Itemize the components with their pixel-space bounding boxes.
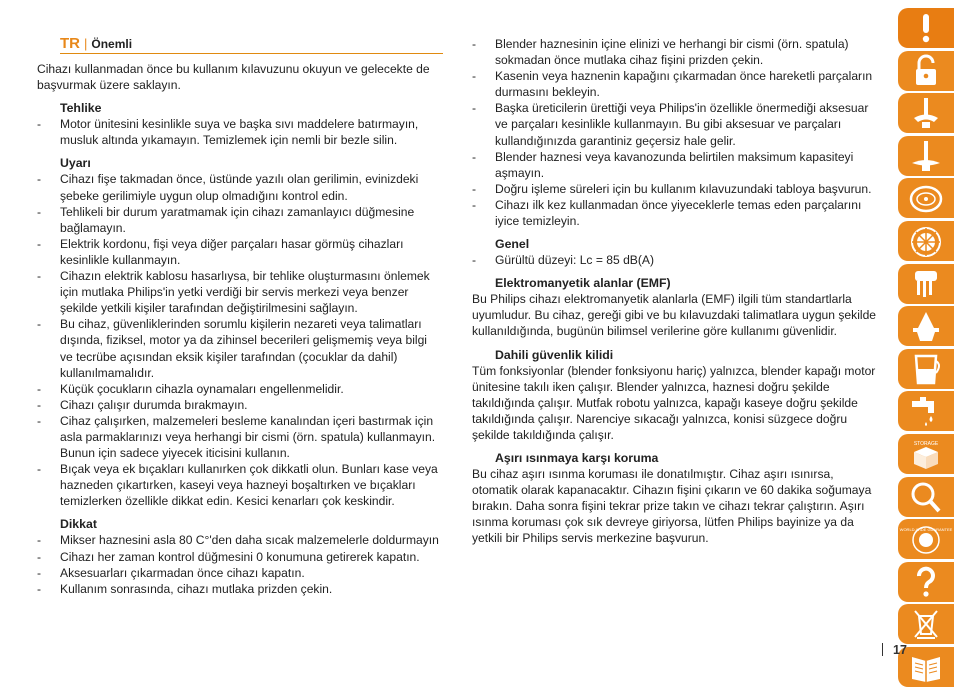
tab-guarantee[interactable] (898, 519, 954, 559)
bullet-list (37, 532, 443, 596)
tab-environment[interactable] (898, 604, 954, 644)
right-warning-list (472, 36, 882, 229)
guarantee-label: WORLD-WIDE GUARANTEE (899, 527, 953, 533)
list-item: - Mikser haznesini asla 80 C°'den daha sıcak malzemelerle doldurmayın (37, 532, 443, 548)
bullet-list (37, 171, 443, 509)
tab-cleaning[interactable] (898, 391, 954, 431)
storage-label: STORAGE (913, 440, 939, 447)
tab-storage[interactable] (898, 434, 954, 474)
list-item: - Cihazı fişe takmadan önce, üstünde yazılı olan gerilimin, evinizdeki şebeke gerilimiyle uygun olup olmadığını kontrol edin. (37, 171, 443, 203)
section-heading: Dikkat (60, 517, 97, 532)
page-number: 17 (882, 643, 907, 657)
chopping-blade-icon (908, 140, 944, 172)
measuring-cup-icon (908, 353, 944, 385)
tab-safety-lock[interactable] (898, 51, 954, 91)
list-item: - Tehlikeli bir durum yaratmamak için cihazı zamanlayıcı düğmesine bağlamayın. (37, 204, 443, 236)
storage-box-icon (908, 438, 944, 470)
list-item: - Kasenin veya haznenin kapağını çıkarmadan önce hareketli parçaların durmasını bekleyin. (472, 68, 882, 100)
overheat-text: Bu cihaz aşırı ısınma koruması ile donatılmıştır. Cihaz aşırı ısınırsa, otomatik olarak kapanacaktır. Cihazın fişini çıkarın ve 60 dakika soğumaya bırakın. Daha sonra fişini tekrar prize takın ve cihazı tekrar çalıştırın. Aşırı ısınma koruması çok sık devreye giriyorsa, lütfen Philips bayinize ya da yetkili bir Philips servis merkezine başvurun. (472, 466, 872, 546)
genel-list (472, 252, 882, 268)
list-item: - Blender haznesi veya kavanozunda belirtilen maksimum kapasiteyi aşmayın. (472, 149, 882, 181)
tab-slicing[interactable] (898, 178, 954, 218)
list-item: - Gürültü düzeyi: Lc = 85 dB(A) (472, 252, 882, 268)
list-item: - Doğru işleme süreleri için bu kullanım kılavuzundaki tabloya başvurun. (472, 181, 882, 197)
right-column (472, 36, 882, 546)
page-title: Önemli (91, 37, 133, 51)
list-item: - Kullanım sonrasında, cihazı mutlaka prizden çekin. (37, 581, 443, 597)
list-item: - Aksesuarları çıkarmadan önce cihazı kapatın. (37, 565, 443, 581)
list-item: - Blender haznesinin içine elinizi ve herhangi bir cismi (örn. spatula) sokmadan önce mutlaka cihaz fişini prizden çekin. (472, 36, 882, 68)
left-sections (37, 100, 443, 597)
overheat-heading: Aşırı ısınmaya karşı koruma (495, 450, 659, 465)
list-item: - Cihazı çalışır durumda bırakmayın. (37, 397, 443, 413)
header-separator: | (84, 36, 88, 51)
manual-book-icon (908, 651, 944, 683)
exclamation-icon (908, 12, 944, 44)
water-tap-icon (908, 395, 944, 427)
section-header (60, 36, 443, 54)
safety-lock-text: Tüm fonksiyonlar (blender fonksiyonu hariç) yalnızca, blender kapağı motor ünitesine takılı iken çalışır. Blender yalnızca, haznesi doğru şekilde takıldığında çalışır. Mutfak robotu yalnızca, kapağı kaseye doğru şekilde takıldığında çalışır. Narenciye sıkacağı yalnızca, konisi süzgece doğru şekilde takıldığında çalışır. (472, 363, 876, 442)
tab-troubleshooting-search[interactable] (898, 477, 954, 517)
bullet-list (37, 116, 443, 148)
list-item: - Bıçak veya ek bıçakları kullanırken çok dikkatli olun. Bunları kase veya hazneden çıkartırken, kaseyi veya hazneyi boşaltırken ve bıçakları temizlerken özellikle dikkat edin. Kesici kenarları çok keskindir. (37, 461, 443, 509)
question-mark-icon (908, 566, 944, 598)
section-heading: Tehlike (60, 101, 102, 116)
emf-text: Bu Philips cihazı elektromanyetik alanlarla (EMF) ilgili tüm standartlarla uyumludur. Bu cihaz, gereği gibi ve bu kılavuzdaki talimatlara uygun şekilde kullanıldığında, bugünün bilimsel verilerine göre kullanımı güvenlidir. (472, 292, 877, 339)
citrus-press-cone-icon (908, 225, 944, 257)
genel-heading: Genel (495, 237, 530, 252)
intro-text: Cihazı kullanmadan önce bu kullanım kılavuzunu okuyun ve gelecekte de başvurmak üzere saklayın. (37, 62, 430, 93)
blender-blade-icon (908, 97, 944, 129)
list-item: - Cihazı ilk kez kullanmadan önce yiyeceklerle temas eden parçalarını iyice temizleyin. (472, 197, 882, 229)
tab-citrus[interactable] (898, 221, 954, 261)
kneading-hook-icon (908, 268, 944, 300)
tab-questions[interactable] (898, 562, 954, 602)
list-item: - Elektrik kordonu, fişi veya diğer parçaları hasar görmüş cihazları kesinlikle kullanmayın. (37, 236, 443, 268)
left-column (37, 36, 443, 597)
tab-measuring-cup[interactable] (898, 349, 954, 389)
list-item: - Başka üreticilerin ürettiği veya Philips'in özellikle önermediği aksesuar ve parçaları kesinlikle kullanmayın. Bu gibi aksesuar ve parçaları kullandığınızda garantiniz geçersiz hale gelir. (472, 100, 882, 148)
list-item: - Cihaz çalışırken, malzemeleri besleme kanalından içeri bastırmak için asla parmaklarınızı veya herhangi bir cismi (örn. spatula) kullanmayın. Bunun için sadece yiyecek iticisini kullanın. (37, 413, 443, 461)
list-item: - Küçük çocukların cihazla oynamaları engellenmelidir. (37, 381, 443, 397)
language-code: TR (60, 35, 80, 52)
safety-lock-heading: Dahili güvenlik kilidi (495, 347, 614, 362)
juicer-icon (908, 310, 944, 342)
world-wide-guarantee-icon (899, 523, 953, 555)
tab-juicer[interactable] (898, 306, 954, 346)
page-number-divider (882, 643, 883, 656)
tab-blender[interactable] (898, 93, 954, 133)
list-item: - Cihazın elektrik kablosu hasarlıysa, bir tehlike oluşturmasını önlemek için mutlaka Philips'in yetki verdiği bir servis merkezi veya benzer şekilde yetkili kişiler tarafından değiştirilmesini sağlayın. (37, 268, 443, 316)
list-item: - Bu cihaz, güvenliklerinden sorumlu kişilerin nezareti veya talimatları dışında, fiziksel, motor ya da zihinsel becerileri gelişmemiş veya bilgi ve tecrübe açısından eksik kişiler tarafından (çocuklar da dahil) kullanılmamalıdır. (37, 316, 443, 380)
section-heading: Uyarı (60, 156, 91, 171)
list-item: - Cihazı her zaman kontrol düğmesini 0 konumuna getirerek kapatın. (37, 549, 443, 565)
emf-heading: Elektromanyetik alanlar (EMF) (495, 276, 671, 291)
padlock-icon (908, 55, 944, 87)
tab-chopping[interactable] (898, 136, 954, 176)
slicing-disc-icon (908, 182, 944, 214)
chapter-tab-sidebar (898, 8, 954, 690)
recycle-bin-icon (908, 608, 944, 640)
tab-important[interactable] (898, 8, 954, 48)
tab-kneading[interactable] (898, 264, 954, 304)
magnifier-icon (908, 481, 944, 513)
list-item: - Motor ünitesini kesinlikle suya ve başka sıvı maddelere batırmayın, musluk altında yıkamayın. Temizlemek için nemli bir bezle silin. (37, 116, 443, 148)
